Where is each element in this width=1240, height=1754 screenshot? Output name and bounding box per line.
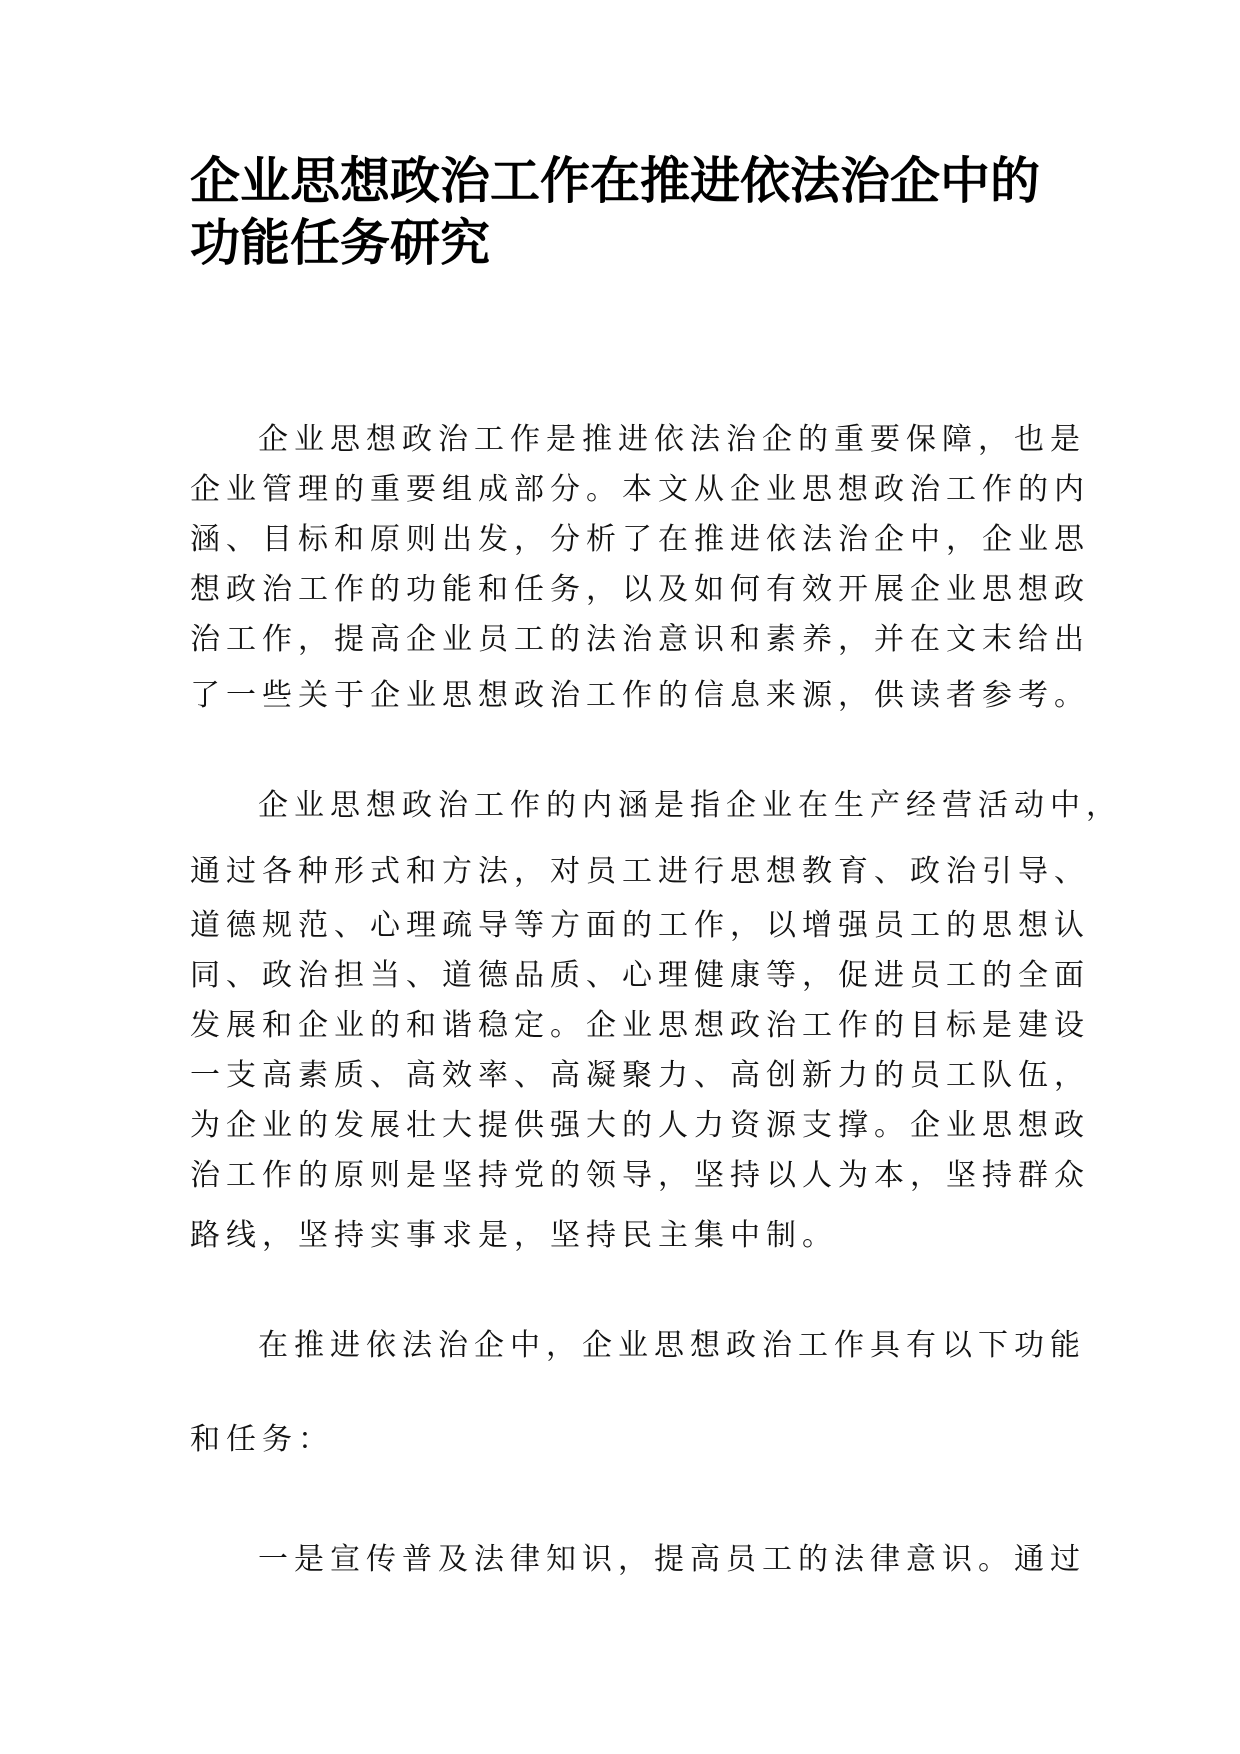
paragraph-2-line-8: 治工作的原则是坚持党的领导，坚持以人为本，坚持群众 [190, 1158, 1090, 1193]
paragraph-1-line-6: 了一些关于企业思想政治工作的信息来源，供读者参考。 [190, 678, 1090, 713]
paragraph-3-line-1: 在推进依法治企中，企业思想政治工作具有以下功能 [258, 1328, 1086, 1363]
paragraph-2-line-5: 发展和企业的和谐稳定。企业思想政治工作的目标是建设 [190, 1008, 1090, 1043]
paragraph-1-line-5: 治工作，提高企业员工的法治意识和素养，并在文末给出 [190, 622, 1090, 657]
document-title [190, 150, 1070, 274]
paragraph-2-line-4: 同、政治担当、道德品质、心理健康等，促进员工的全面 [190, 958, 1090, 993]
paragraph-2-line-9: 路线，坚持实事求是，坚持民主集中制。 [190, 1218, 838, 1253]
title-line-1: 企业思想政治工作在推进依法治企中的 [190, 152, 1040, 210]
paragraph-1-line-3: 涵、目标和原则出发，分析了在推进依法治企中，企业思 [190, 522, 1090, 557]
paragraph-1-line-1: 企业思想政治工作是推进依法治企的重要保障，也是 [258, 422, 1086, 457]
paragraph-2-line-3: 道德规范、心理疏导等方面的工作，以增强员工的思想认 [190, 908, 1090, 943]
paragraph-2-line-1: 企业思想政治工作的内涵是指企业在生产经营活动中， [258, 788, 1122, 823]
title-line-2: 功能任务研究 [190, 214, 490, 272]
paragraph-4-line-1: 一是宣传普及法律知识，提高员工的法律意识。通过 [258, 1542, 1086, 1577]
paragraph-1-line-2: 企业管理的重要组成部分。本文从企业思想政治工作的内 [190, 472, 1090, 507]
paragraph-2-line-7: 为企业的发展壮大提供强大的人力资源支撑。企业思想政 [190, 1108, 1090, 1143]
paragraph-2-line-2: 通过各种形式和方法，对员工进行思想教育、政治引导、 [190, 854, 1090, 889]
paragraph-2-line-6: 一支高素质、高效率、高凝聚力、高创新力的员工队伍， [190, 1058, 1090, 1093]
paragraph-3-line-2: 和任务： [190, 1422, 334, 1457]
paragraph-1-line-4: 想政治工作的功能和任务，以及如何有效开展企业思想政 [190, 572, 1090, 607]
